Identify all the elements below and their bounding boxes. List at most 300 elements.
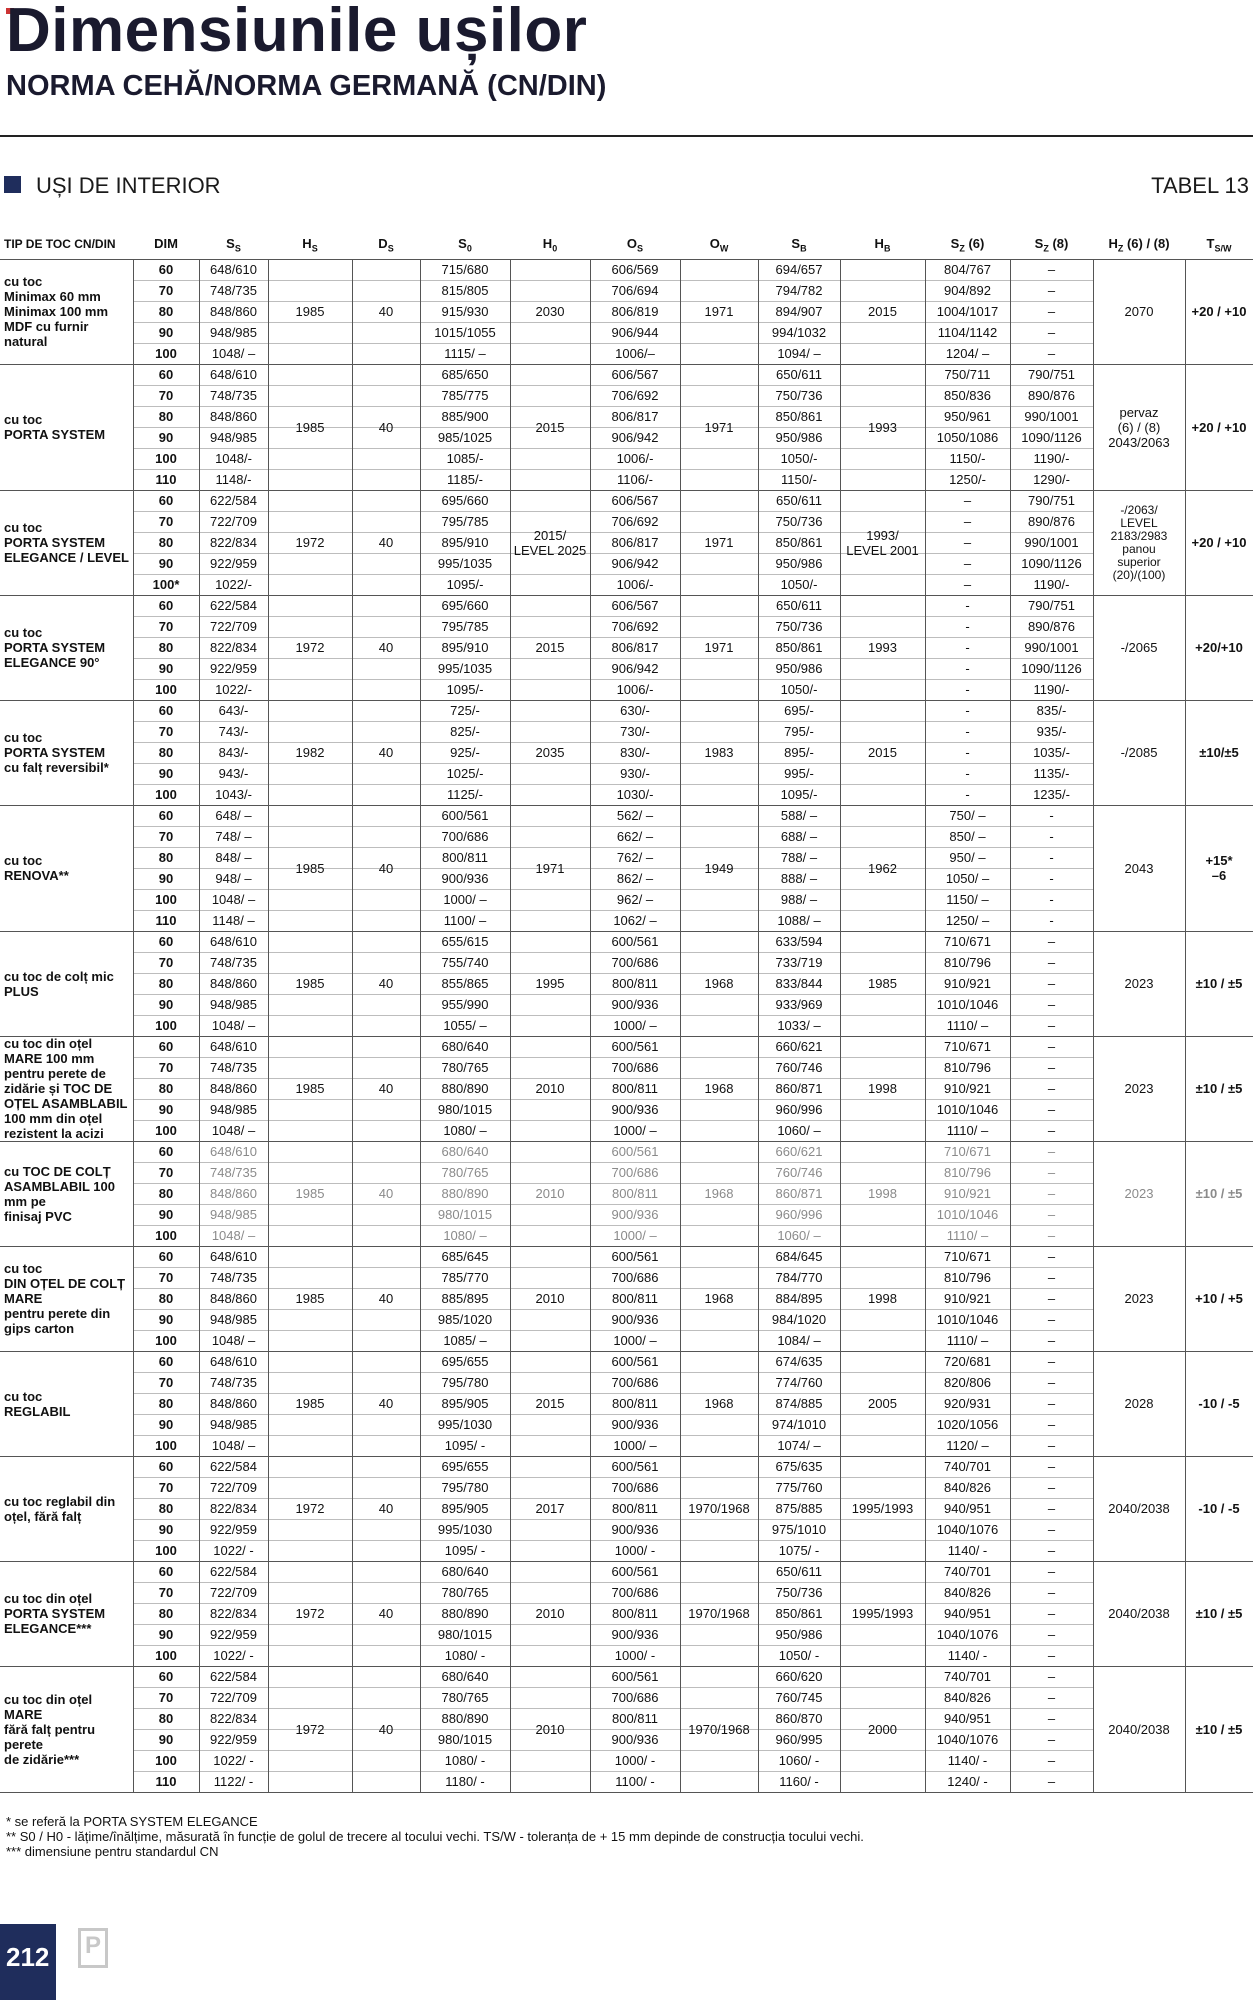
cell-dim: 60 <box>158 262 174 277</box>
col-header-ds: $D_S$ <box>378 236 394 254</box>
cell-h0-merged: 2015 <box>535 1396 565 1411</box>
cell-s0: 1085/ – <box>443 1333 487 1348</box>
cell-s0: 1095/- <box>446 682 484 697</box>
cell-sz6: 1010/1046 <box>936 1102 999 1117</box>
cell-ss: 748/735 <box>210 1375 257 1390</box>
cell-ds-merged: 40 <box>378 1721 394 1737</box>
cell-hz-merged: 2028 <box>1124 1396 1154 1411</box>
cell-tsw-merged: +15* –6 <box>1205 853 1233 883</box>
cell-s0: 1095/ - <box>444 1543 486 1558</box>
cell-sz8: 1035/- <box>1033 745 1070 760</box>
cell-sz6: 710/671 <box>944 934 991 949</box>
cell-sz6: 1140/ - <box>947 1753 988 1768</box>
cell-os: 800/811 <box>611 1291 659 1306</box>
cell-ss: 948/985 <box>210 997 257 1012</box>
column-divider <box>420 259 421 1792</box>
column-divider <box>1185 259 1186 1792</box>
cell-os: 800/811 <box>611 1396 659 1411</box>
cell-h0-merged: 2010 <box>535 1721 565 1737</box>
table-bottom-line <box>0 1792 1253 1793</box>
cell-sz6: – <box>963 577 972 592</box>
cell-s0: 795/785 <box>441 619 489 634</box>
cell-ss: 822/834 <box>210 1711 257 1726</box>
cell-os: 1006/- <box>616 577 654 592</box>
cell-sz8: 1135/- <box>1033 766 1070 781</box>
cell-dim: 60 <box>158 934 174 949</box>
cell-sb: 750/736 <box>775 1585 823 1600</box>
cell-os: 1106/- <box>617 472 653 487</box>
cell-sz8: 1090/1126 <box>1021 430 1082 445</box>
cell-sz6: 1110/ – <box>946 1333 989 1348</box>
cell-s0: 825/- <box>450 724 480 739</box>
cell-dim: 90 <box>158 1207 174 1222</box>
cell-h0-merged: 1995 <box>535 976 565 991</box>
cell-sz8: – <box>1047 283 1056 298</box>
cell-sz8: 990/1001 <box>1024 409 1079 424</box>
cell-s0: 1095/- <box>446 577 484 592</box>
cell-s0: 680/640 <box>441 1669 489 1684</box>
cell-ss: 848/860 <box>210 1291 257 1306</box>
cell-os: 1000/ – <box>613 1018 657 1033</box>
cell-sz6: 1040/1076 <box>936 1522 999 1537</box>
cell-sz6: 904/892 <box>944 283 991 298</box>
col-header-ow: $O_W$ <box>709 236 729 254</box>
cell-sz8: - <box>1049 871 1054 886</box>
cell-sz8: – <box>1047 262 1056 277</box>
cell-s0: 725/- <box>450 703 480 718</box>
cell-sz8: – <box>1047 1312 1056 1327</box>
door-frame-type: cu toc din oțel PORTA SYSTEM ELEGANCE*** <box>4 1591 106 1636</box>
cell-os: 806/817 <box>611 640 659 655</box>
cell-hb-merged: 2005 <box>868 1396 897 1411</box>
cell-sz6: 1150/- <box>949 451 986 466</box>
cell-os: 600/561 <box>611 1144 659 1159</box>
cell-hs-merged: 1985 <box>295 304 325 319</box>
cell-hb-merged: 1995/1993 <box>851 1606 914 1621</box>
cell-sz8: – <box>1047 1207 1056 1222</box>
cell-ow-merged: 1968 <box>704 1291 734 1306</box>
cell-s0: 995/1035 <box>437 661 493 676</box>
cell-sz8: – <box>1047 1270 1056 1285</box>
cell-dim: 80 <box>158 976 174 991</box>
cell-ss: 948/985 <box>210 1312 257 1327</box>
cell-os: 800/811 <box>611 1501 659 1516</box>
cell-s0: 985/1020 <box>437 1312 493 1327</box>
cell-sz6: – <box>963 493 972 508</box>
cell-sz8: – <box>1047 1333 1056 1348</box>
cell-sz6: 740/701 <box>944 1564 991 1579</box>
cell-sz8: – <box>1047 346 1056 361</box>
cell-s0: 780/765 <box>441 1165 489 1180</box>
cell-ss: 822/834 <box>210 1606 257 1621</box>
cell-s0: 880/890 <box>441 1081 489 1096</box>
cell-sz8: 1090/1126 <box>1021 661 1082 676</box>
cell-ow-merged: 1971 <box>704 535 734 550</box>
cell-dim: 100 <box>155 1228 177 1243</box>
cell-sb: 960/996 <box>775 1102 823 1117</box>
cell-ow-merged: 1968 <box>704 1396 734 1411</box>
cell-s0: 895/910 <box>441 535 489 550</box>
cell-s0: 695/655 <box>441 1459 489 1474</box>
cell-sb: 588/ – <box>780 808 818 823</box>
cell-s0: 780/765 <box>441 1585 489 1600</box>
cell-sz6: - <box>965 766 970 781</box>
cell-s0: 600/561 <box>441 808 489 823</box>
footnote-1: * se referă la PORTA SYSTEM ELEGANCE <box>6 1814 258 1829</box>
cell-dim: 60 <box>158 1144 174 1159</box>
cell-dim: 100 <box>155 787 177 802</box>
cell-sb: 760/746 <box>775 1165 823 1180</box>
cell-h0-merged: 2017 <box>535 1501 565 1516</box>
cell-ss: 748/735 <box>210 1060 257 1075</box>
cell-sz6: 850/836 <box>944 388 991 403</box>
cell-sz6: 810/796 <box>944 955 991 970</box>
cell-sz6: 1050/ – <box>945 871 990 886</box>
cell-ss: 622/584 <box>210 1669 257 1684</box>
cell-os: 906/944 <box>611 325 659 340</box>
cell-sb: 1050/- <box>780 682 818 697</box>
cell-os: 900/936 <box>611 1522 659 1537</box>
cell-s0: 700/686 <box>441 829 489 844</box>
footnote-3: *** dimensiune pentru standardul CN <box>6 1844 219 1859</box>
cell-os: 800/811 <box>611 1606 659 1621</box>
door-frame-type: cu toc REGLABIL <box>4 1388 71 1419</box>
cell-tsw-merged: -10 / -5 <box>1198 1396 1240 1411</box>
cell-ss: 1148/- <box>215 472 252 487</box>
cell-ow-merged: 1983 <box>704 745 734 760</box>
cell-ow-merged: 1971 <box>704 304 734 319</box>
cell-hb-merged: 1993 <box>868 640 897 655</box>
cell-sz8: – <box>1047 976 1056 991</box>
door-frame-type: cu TOC DE COLȚ ASAMBLABIL 100 mm pe finisaj PVC <box>4 1163 116 1224</box>
cell-s0: 995/1030 <box>437 1417 493 1432</box>
cell-sz6: 940/951 <box>944 1711 991 1726</box>
cell-ds-merged: 40 <box>378 1606 394 1621</box>
col-header-sz8: $S_Z$ (8) <box>1034 236 1069 254</box>
cell-ss: 922/959 <box>210 1732 257 1747</box>
cell-ow-merged: 1968 <box>704 1186 734 1201</box>
cell-sb: 1160/ - <box>779 1774 819 1789</box>
cell-h0-merged: 2015 <box>535 640 565 655</box>
cell-dim: 80 <box>158 1606 174 1621</box>
cell-sz6: 804/767 <box>944 262 991 277</box>
cell-os: 562/ – <box>616 808 654 823</box>
cell-hs-merged: 1985 <box>295 1081 325 1096</box>
cell-s0: 755/740 <box>441 955 489 970</box>
cell-sz8: 1290/- <box>1033 472 1070 487</box>
cell-sz8: – <box>1047 1606 1056 1621</box>
cell-ds-merged: 40 <box>378 1291 394 1306</box>
cell-s0: 1085/- <box>446 451 484 466</box>
cell-sz6: 710/671 <box>944 1144 991 1159</box>
cell-s0: 1100/ – <box>443 913 487 928</box>
cell-sb: 794/782 <box>775 283 823 298</box>
cell-ss: 948/985 <box>210 1102 257 1117</box>
cell-sz6: 720/681 <box>944 1354 991 1369</box>
cell-dim: 100 <box>155 1648 177 1663</box>
cell-os: 600/561 <box>611 1354 659 1369</box>
cell-os: 900/936 <box>611 1312 659 1327</box>
cell-sb: 850/861 <box>775 1606 823 1621</box>
cell-ss: 848/860 <box>210 976 257 991</box>
cell-dim: 80 <box>158 640 174 655</box>
cell-s0: 980/1015 <box>437 1627 493 1642</box>
col-header-os: $O_S$ <box>626 236 644 254</box>
cell-sz6: 710/671 <box>944 1039 991 1054</box>
cell-sz8: 1190/- <box>1033 577 1070 592</box>
cell-dim: 110 <box>155 472 177 487</box>
col-header-hz: $H_Z$ (6) / (8) <box>1108 236 1170 254</box>
cell-dim: 80 <box>158 850 174 865</box>
cell-sz8: – <box>1047 1249 1056 1264</box>
cell-hz-merged: 2070 <box>1124 304 1154 319</box>
cell-h0-merged: 2015 <box>535 419 565 435</box>
cell-os: 800/811 <box>611 1186 659 1201</box>
cell-sz8: – <box>1047 1144 1056 1159</box>
cell-sz8: – <box>1047 1564 1056 1579</box>
cell-tsw-merged: +20 / +10 <box>1191 304 1247 319</box>
cell-ss: 622/584 <box>210 1564 257 1579</box>
cell-dim: 80 <box>158 1291 174 1306</box>
cell-sz6: 1120/ – <box>946 1438 989 1453</box>
cell-ss: 948/ – <box>215 871 252 886</box>
cell-dim: 90 <box>158 766 174 781</box>
cell-sb: 1075/ - <box>778 1543 820 1558</box>
cell-ss: 922/959 <box>210 1627 257 1642</box>
cell-sb: 674/635 <box>775 1354 823 1369</box>
cell-sz8: 790/751 <box>1028 493 1075 508</box>
cell-hb-merged: 1993/ LEVEL 2001 <box>846 527 919 558</box>
cell-dim: 100 <box>155 1018 177 1033</box>
cell-os: 1000/ – <box>613 1438 657 1453</box>
cell-os: 900/936 <box>611 1207 659 1222</box>
cell-h0-merged: 2015/ LEVEL 2025 <box>513 527 587 558</box>
cell-sb: 860/870 <box>775 1711 823 1726</box>
cell-ss: 848/860 <box>210 1396 257 1411</box>
cell-ds-merged: 40 <box>378 1396 394 1411</box>
cell-sz6: - <box>965 703 970 718</box>
cell-dim: 70 <box>158 955 174 970</box>
cell-ss: 643/- <box>218 703 249 718</box>
cell-sb: 650/611 <box>775 1564 823 1579</box>
cell-sb: 894/907 <box>775 304 823 319</box>
cell-dim: 70 <box>158 514 174 529</box>
cell-sz6: - <box>965 745 970 760</box>
cell-tsw-merged: ±10 / ±5 <box>1195 1721 1243 1737</box>
cell-ds-merged: 40 <box>378 1501 394 1516</box>
cell-sz6: 1110/ – <box>946 1228 989 1243</box>
cell-hs-merged: 1985 <box>295 1291 325 1306</box>
cell-sz8: 1190/- <box>1033 451 1070 466</box>
cell-s0: 895/910 <box>441 640 489 655</box>
cell-sb: 774/760 <box>775 1375 823 1390</box>
cell-ow-merged: 1949 <box>704 860 734 876</box>
cell-dim: 60 <box>158 808 174 823</box>
cell-dim: 70 <box>158 619 174 634</box>
cell-sz6: 850/ – <box>949 829 986 844</box>
cell-ss: 748/735 <box>210 955 257 970</box>
cell-h0-merged: 2010 <box>535 1291 565 1306</box>
door-frame-type: cu toc de colț mic PLUS <box>4 968 114 999</box>
cell-sb: 950/986 <box>775 430 823 445</box>
cell-ds-merged: 40 <box>378 745 394 760</box>
cell-sb: 733/719 <box>775 955 823 970</box>
cell-ss: 648/610 <box>210 1039 257 1054</box>
cell-sb: 633/594 <box>775 934 823 949</box>
cell-dim: 70 <box>158 829 174 844</box>
cell-s0: 855/865 <box>441 976 489 991</box>
cell-sb: 884/895 <box>775 1291 823 1306</box>
cell-s0: 785/775 <box>441 388 489 403</box>
cell-ss: 1022/ - <box>213 1543 254 1558</box>
cell-s0: 1080/ – <box>443 1123 487 1138</box>
col-header-hb: $H_B$ <box>874 236 891 254</box>
cell-sz6: 1010/1046 <box>936 1312 999 1327</box>
cell-s0: 780/765 <box>441 1690 489 1705</box>
section-marker-icon <box>4 176 21 193</box>
cell-s0: 795/780 <box>441 1480 489 1495</box>
cell-dim: 100 <box>155 682 177 697</box>
cell-s0: 895/905 <box>441 1396 489 1411</box>
cell-ss: 843/- <box>218 745 249 760</box>
cell-os: 600/561 <box>611 1039 659 1054</box>
cell-s0: 995/1030 <box>437 1522 493 1537</box>
cell-sz8: 990/1001 <box>1024 535 1079 550</box>
cell-sb: 1050/- <box>780 451 818 466</box>
page-subtitle: NORMA CEHĂ/NORMA GERMANĂ (CN/DIN) <box>6 70 607 102</box>
cell-hb-merged: 1998 <box>868 1186 897 1201</box>
cell-s0: 1000/ – <box>443 892 487 907</box>
footnotes <box>6 1814 864 1859</box>
cell-os: 700/686 <box>611 1375 659 1390</box>
column-divider <box>840 259 841 1792</box>
cell-ss: 1022/ - <box>213 1648 254 1663</box>
cell-ss: 848/860 <box>210 409 257 424</box>
cell-os: 900/936 <box>611 1627 659 1642</box>
cell-ss: 848/860 <box>210 1186 257 1201</box>
cell-sz8: – <box>1047 1123 1056 1138</box>
cell-s0: 795/780 <box>441 1375 489 1390</box>
cell-ss: 848/860 <box>210 1081 257 1096</box>
cell-sb: 950/986 <box>775 556 823 571</box>
cell-sb: 960/996 <box>775 1207 823 1222</box>
cell-hz-merged: 2040/2038 <box>1108 1606 1170 1621</box>
cell-dim: 100 <box>155 1753 177 1768</box>
cell-sz8: – <box>1047 1165 1056 1180</box>
cell-sz8: – <box>1047 1543 1056 1558</box>
cell-sb: 974/1010 <box>771 1417 827 1432</box>
cell-sz6: 1104/1142 <box>937 325 998 340</box>
cell-os: 706/692 <box>611 619 659 634</box>
cell-sb: 688/ – <box>780 829 818 844</box>
cell-hz-merged: -/2063/ LEVEL 2183/2983 panou superior (20)/(100) <box>1110 502 1168 582</box>
cell-os: 700/686 <box>611 1165 659 1180</box>
cell-sz8: – <box>1047 1396 1056 1411</box>
cell-s0: 1125/- <box>447 787 483 802</box>
cell-sz6: 1240/ - <box>947 1774 988 1789</box>
cell-s0: 995/1035 <box>437 556 493 571</box>
cell-sz8: – <box>1047 1186 1056 1201</box>
cell-ss: 1148/ – <box>212 913 255 928</box>
cell-sb: 875/885 <box>775 1501 823 1516</box>
cell-tsw-merged: ±10 / ±5 <box>1195 1081 1243 1096</box>
cell-ss: 748/735 <box>210 1165 257 1180</box>
cell-ss: 648/610 <box>210 1144 257 1159</box>
cell-os: 806/819 <box>611 304 659 319</box>
cell-s0: 695/660 <box>441 598 489 613</box>
column-divider <box>680 259 681 1792</box>
cell-s0: 1025/- <box>446 766 484 781</box>
cell-s0: 980/1015 <box>437 1207 493 1222</box>
column-divider <box>133 259 134 1792</box>
col-header-sb: $S_B$ <box>791 236 807 254</box>
cell-s0: 1185/- <box>447 472 483 487</box>
cell-os: 1062/ – <box>613 913 657 928</box>
cell-dim: 70 <box>158 283 174 298</box>
cell-hb-merged: 1985 <box>868 976 897 991</box>
cell-os: 906/942 <box>611 556 659 571</box>
cell-ss: 722/709 <box>210 1690 257 1705</box>
cell-sz6: - <box>965 640 970 655</box>
cell-sz8: – <box>1047 1438 1056 1453</box>
cell-dim: 70 <box>158 1270 174 1285</box>
cell-os: 606/567 <box>611 598 659 613</box>
cell-ss: 922/959 <box>210 556 257 571</box>
cell-sz8: 1190/- <box>1033 682 1070 697</box>
cell-os: 600/561 <box>611 1669 659 1684</box>
cell-s0: 915/930 <box>441 304 489 319</box>
cell-hb-merged: 1995/1993 <box>851 1501 914 1516</box>
cell-dim: 60 <box>158 1459 174 1474</box>
cell-sz6: 910/921 <box>944 976 991 991</box>
cell-ds-merged: 40 <box>378 860 394 876</box>
cell-sb: 860/871 <box>775 1081 823 1096</box>
cell-dim: 60 <box>158 1039 174 1054</box>
brand-logo-icon <box>78 1928 108 1968</box>
cell-sz6: 840/826 <box>944 1585 991 1600</box>
cell-dim: 70 <box>158 1690 174 1705</box>
cell-hs-merged: 1985 <box>295 1396 325 1411</box>
cell-sb: 1074/ – <box>777 1438 821 1453</box>
column-divider <box>199 259 200 1792</box>
cell-s0: 955/990 <box>441 997 489 1012</box>
cell-hs-merged: 1972 <box>295 1501 325 1516</box>
cell-os: 830/- <box>620 745 650 760</box>
cell-ss: 743/- <box>218 724 249 739</box>
cell-h0-merged: 2010 <box>535 1606 565 1621</box>
door-frame-type: cu toc Minimax 60 mm Minimax 100 mm MDF cu furnir natural <box>4 274 109 349</box>
cell-sb: 684/645 <box>775 1249 823 1264</box>
cell-tsw-merged: +20/+10 <box>1195 640 1243 655</box>
cell-dim: 60 <box>158 493 174 508</box>
cell-ss: 748/735 <box>210 1270 257 1285</box>
cell-dim: 70 <box>158 724 174 739</box>
cell-hz-merged: 2023 <box>1124 1186 1154 1201</box>
cell-s0: 800/811 <box>441 850 489 865</box>
cell-s0: 880/890 <box>441 1711 489 1726</box>
cell-tsw-merged: +10 / +5 <box>1195 1291 1243 1306</box>
col-header-tip: TIP DE TOC CN/DIN <box>4 237 116 251</box>
cell-dim: 70 <box>158 1480 174 1495</box>
cell-os: 700/686 <box>611 1690 659 1705</box>
cell-sb: 760/746 <box>775 1060 823 1075</box>
cell-ss: 1048/ – <box>211 1018 256 1033</box>
cell-s0: 655/615 <box>441 934 489 949</box>
cell-sb: 988/ – <box>780 892 818 907</box>
cell-hz-merged: -/2065 <box>1120 640 1158 655</box>
cell-os: 630/- <box>620 703 650 718</box>
cell-sb: 750/736 <box>775 514 823 529</box>
